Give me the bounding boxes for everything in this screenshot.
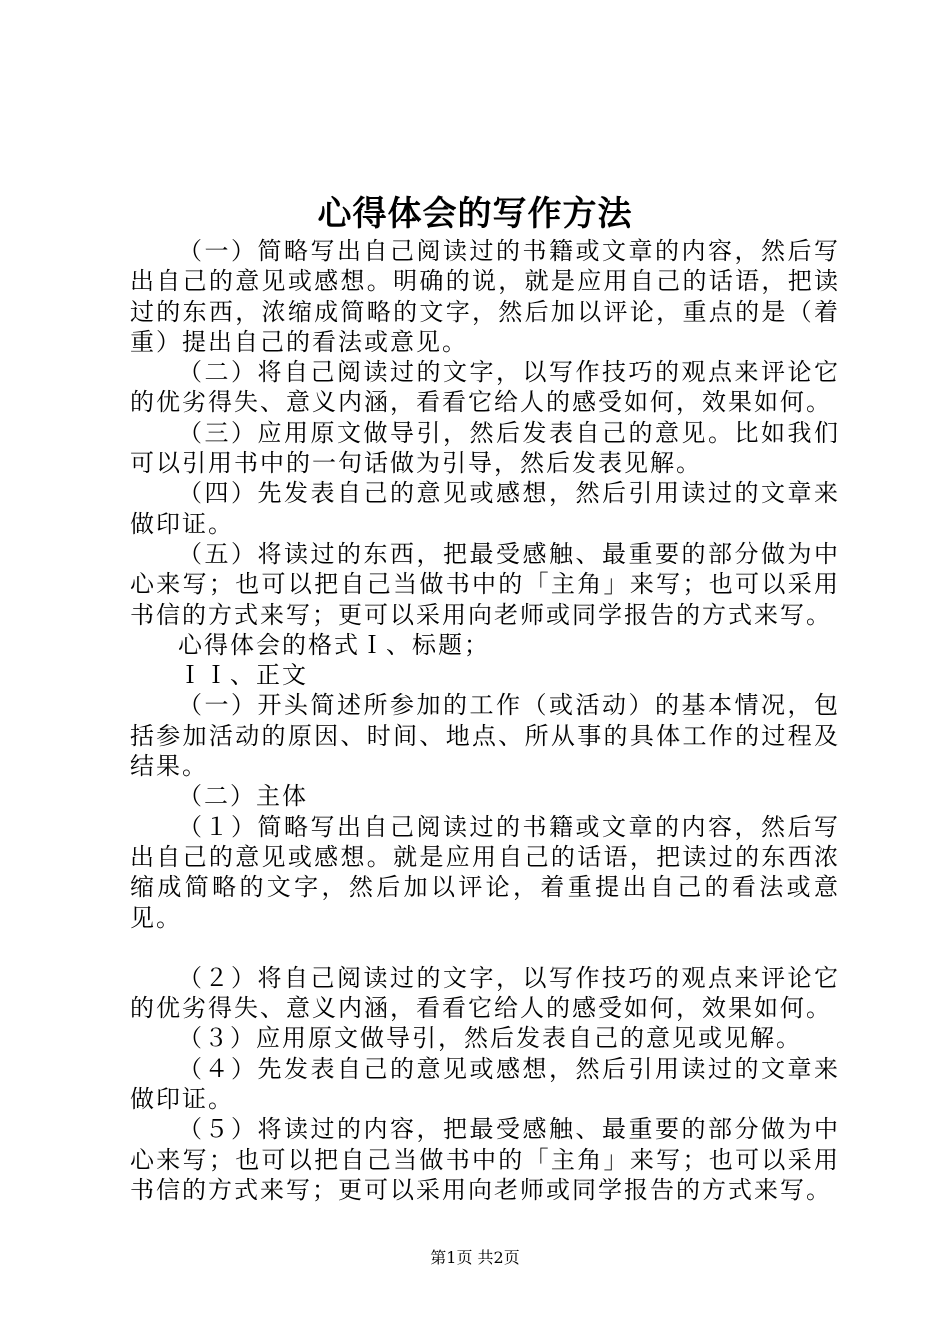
page-number-footer: 第1页 共2页 xyxy=(430,1248,520,1267)
subheading-main: （二）主体 xyxy=(178,782,308,811)
paragraph-5: （五）将读过的东西，把最受感触、最重要的部分做为中心来写；也可以把自己当做书中的「主角」来写；也可以采用书信的方式来写；更可以采用向老师或同学报告的方式来写。 xyxy=(130,539,840,629)
paragraph-2: （二）将自己阅读过的文字，以写作技巧的观点来评论它的优劣得失、意义内涵，看看它给人的感受如何，效果如何。 xyxy=(130,358,840,417)
paragraph-opening: （一）开头简述所参加的工作（或活动）的基本情况，包括参加活动的原因、时间、地点、所从事的具体工作的过程及结果。 xyxy=(130,691,840,781)
document-body xyxy=(130,236,840,1205)
paragraph-1: （一）简略写出自己阅读过的书籍或文章的内容，然后写出自己的意见或感想。明确的说，就是应用自己的话语，把读过的东西，浓缩成简略的文字，然后加以评论，重点的是（着重）提出自己的看法或意见。 xyxy=(130,237,840,356)
paragraph-main-4: （４）先发表自己的意见或感想，然后引用读过的文章来做印证。 xyxy=(130,1054,840,1114)
paragraph-main-2: （２）将自己阅读过的文字，以写作技巧的观点来评论它的优劣得失、意义内涵，看看它给人的感受如何，效果如何。 xyxy=(130,963,840,1023)
document-title: 心得体会的写作方法 xyxy=(317,194,633,234)
format-heading: 心得体会的格式Ｉ、标题； xyxy=(178,630,490,659)
paragraph-main-1: （１）简略写出自己阅读过的书籍或文章的内容，然后写出自己的意见或感想。就是应用自己的话语，把读过的东西浓缩成简略的文字，然后加以评论，着重提出自己的看法或意见。 xyxy=(130,812,840,932)
paragraph-3: （三）应用原文做导引，然后发表自己的意见。比如我们可以引用书中的一句话做为引导，然后发表见解。 xyxy=(130,418,840,478)
paragraph-4: （四）先发表自己的意见或感想，然后引用读过的文章来做印证。 xyxy=(130,479,840,538)
paragraph-main-3: （３）应用原文做导引，然后发表自己的意见或见解。 xyxy=(178,1024,802,1053)
paragraph-main-5: （５）将读过的内容，把最受感触、最重要的部分做为中心来写；也可以把自己当做书中的「主角」来写；也可以采用书信的方式来写；更可以采用向老师或同学报告的方式来写。 xyxy=(130,1115,840,1204)
section-heading-body: ＩＩ、正文 xyxy=(178,661,308,690)
